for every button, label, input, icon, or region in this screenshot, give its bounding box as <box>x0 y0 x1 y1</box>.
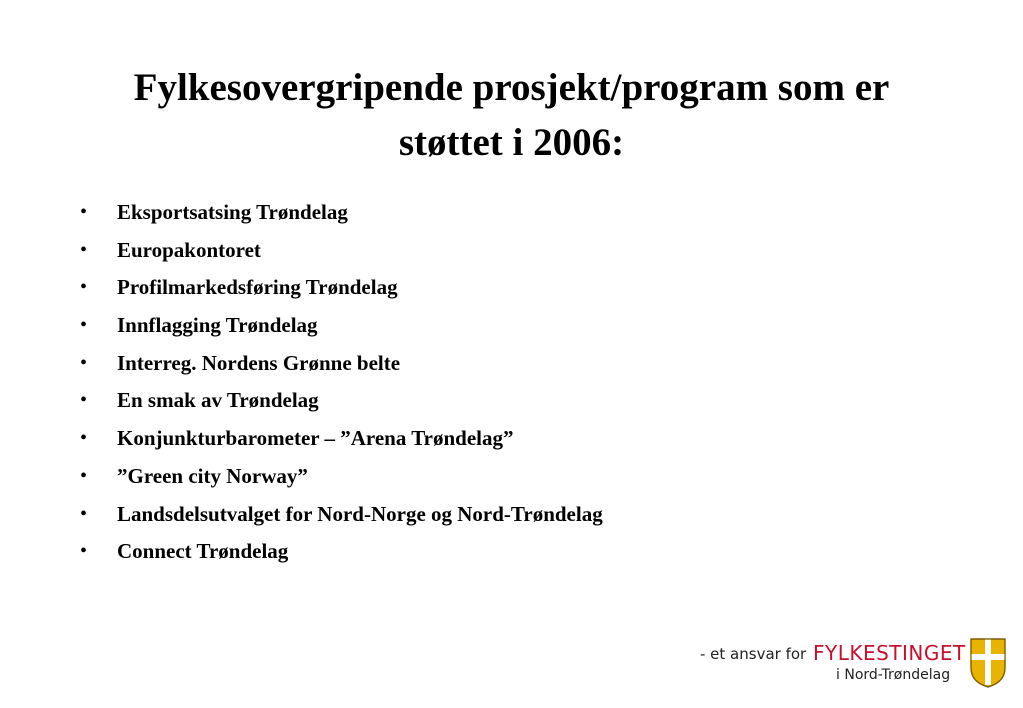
bullet-marker: • <box>80 427 88 450</box>
bullet-text: Profilmarkedsføring Trøndelag <box>117 275 398 300</box>
footer-tagline: - et ansvar for <box>700 645 807 663</box>
bullet-text: Interreg. Nordens Grønne belte <box>117 350 401 375</box>
bullet-text: Innflagging Trøndelag <box>117 313 318 338</box>
bullet-marker: • <box>80 238 88 261</box>
bullet-text: Connect Trøndelag <box>117 539 289 564</box>
bullet-marker: • <box>80 314 88 337</box>
bullet-marker: • <box>80 276 88 299</box>
bullet-marker: • <box>80 540 88 563</box>
title-line-2: støttet i 2006: <box>398 121 625 164</box>
bullet-marker: • <box>80 464 88 487</box>
bullet-marker: • <box>80 389 88 412</box>
bullet-text: ”Green city Norway” <box>117 463 308 488</box>
bullet-text: Konjunkturbarometer – ”Arena Trøndelag” <box>117 426 514 451</box>
bullet-marker: • <box>80 351 88 374</box>
title-line-1: Fylkesovergripende prosjekt/program som er <box>133 66 890 109</box>
footer-logo <box>690 636 1015 696</box>
coat-of-arms-shield-icon <box>970 638 1006 688</box>
bullet-marker: • <box>80 201 88 223</box>
bullet-text: Landsdelsutvalget for Nord-Norge og Nord-Trøndelag <box>117 501 603 526</box>
footer-org-name: FYLKESTINGET <box>813 641 966 665</box>
footer-region: i Nord-Trøndelag <box>836 667 951 683</box>
bullet-text: Europakontoret <box>117 237 261 262</box>
bullet-marker: • <box>80 502 88 525</box>
slide-title <box>60 60 963 170</box>
bullet-text: En smak av Trøndelag <box>117 388 319 413</box>
bullet-text: Eksportsatsing Trøndelag <box>117 200 348 224</box>
